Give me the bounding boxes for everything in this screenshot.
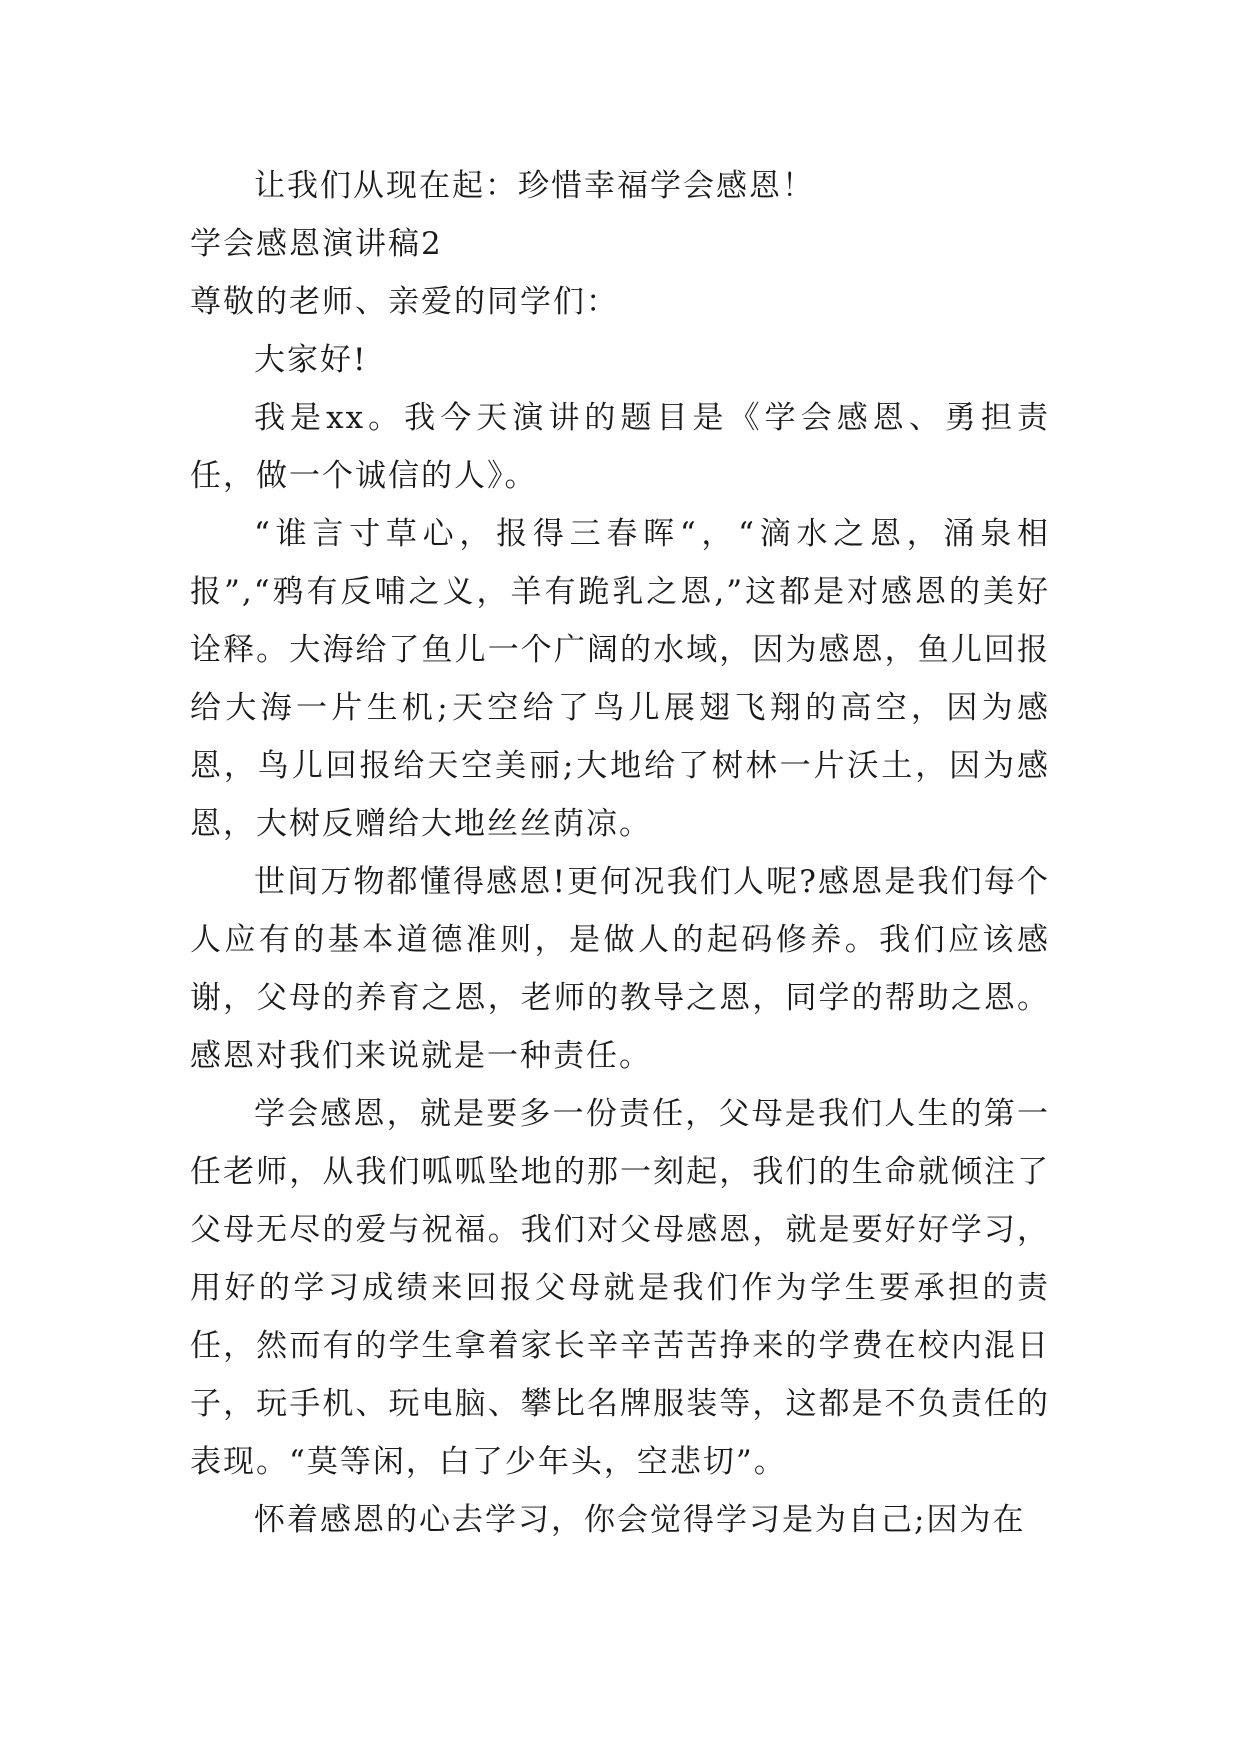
paragraph-quotes: “谁言寸草心，报得三春晖“，“滴水之恩，涌泉相报”,“鸦有反哺之义，羊有跪乳之恩,”这都是对感恩的美好诠释。大海给了鱼儿一个广阔的水域，因为感恩，鱼儿回报给大海一片生机;天空给了鸟儿展翅飞翔的高空，因为感恩，鸟儿回报给天空美丽;大地给了树林一片沃土，因为感恩，大树反赠给大地丝丝荫凉。 — [190, 516, 1050, 842]
speech-title: 学会感恩演讲稿2 — [190, 226, 443, 262]
document-body — [190, 157, 1050, 1549]
paragraph-learn: 学会感恩，就是要多一份责任，父母是我们人生的第一任老师，从我们呱呱坠地的那一刻起，我们的生命就倾注了父母无尽的爱与祝福。我们对父母感恩，就是要好好学习，用好的学习成绩来回报父母就是我们作为学生要承担的责任，然而有的学生拿着家长辛辛苦苦挣来的学费在校内混日子，玩手机、玩电脑、攀比名牌服装等，这都是不负责任的表现。“莫等闲，白了少年头，空悲切”。 — [190, 1096, 1050, 1480]
paragraph-intro: 我是xx。我今天演讲的题目是《学会感恩、勇担责任，做一个诚信的人》。 — [190, 400, 1050, 494]
greeting: 大家好! — [254, 342, 368, 378]
paragraph-last: 怀着感恩的心去学习，你会觉得学习是为自己;因为在 — [254, 1502, 1026, 1538]
closing-line: 让我们从现在起：珍惜幸福学会感恩！ — [254, 168, 815, 204]
salutation: 尊敬的老师、亲爱的同学们： — [190, 284, 619, 320]
paragraph-world: 世间万物都懂得感恩!更何况我们人呢?感恩是我们每个人应有的基本道德准则，是做人的起码修养。我们应该感谢，父母的养育之恩，老师的教导之恩，同学的帮助之恩。感恩对我们来说就是一种责任。 — [190, 864, 1050, 1074]
